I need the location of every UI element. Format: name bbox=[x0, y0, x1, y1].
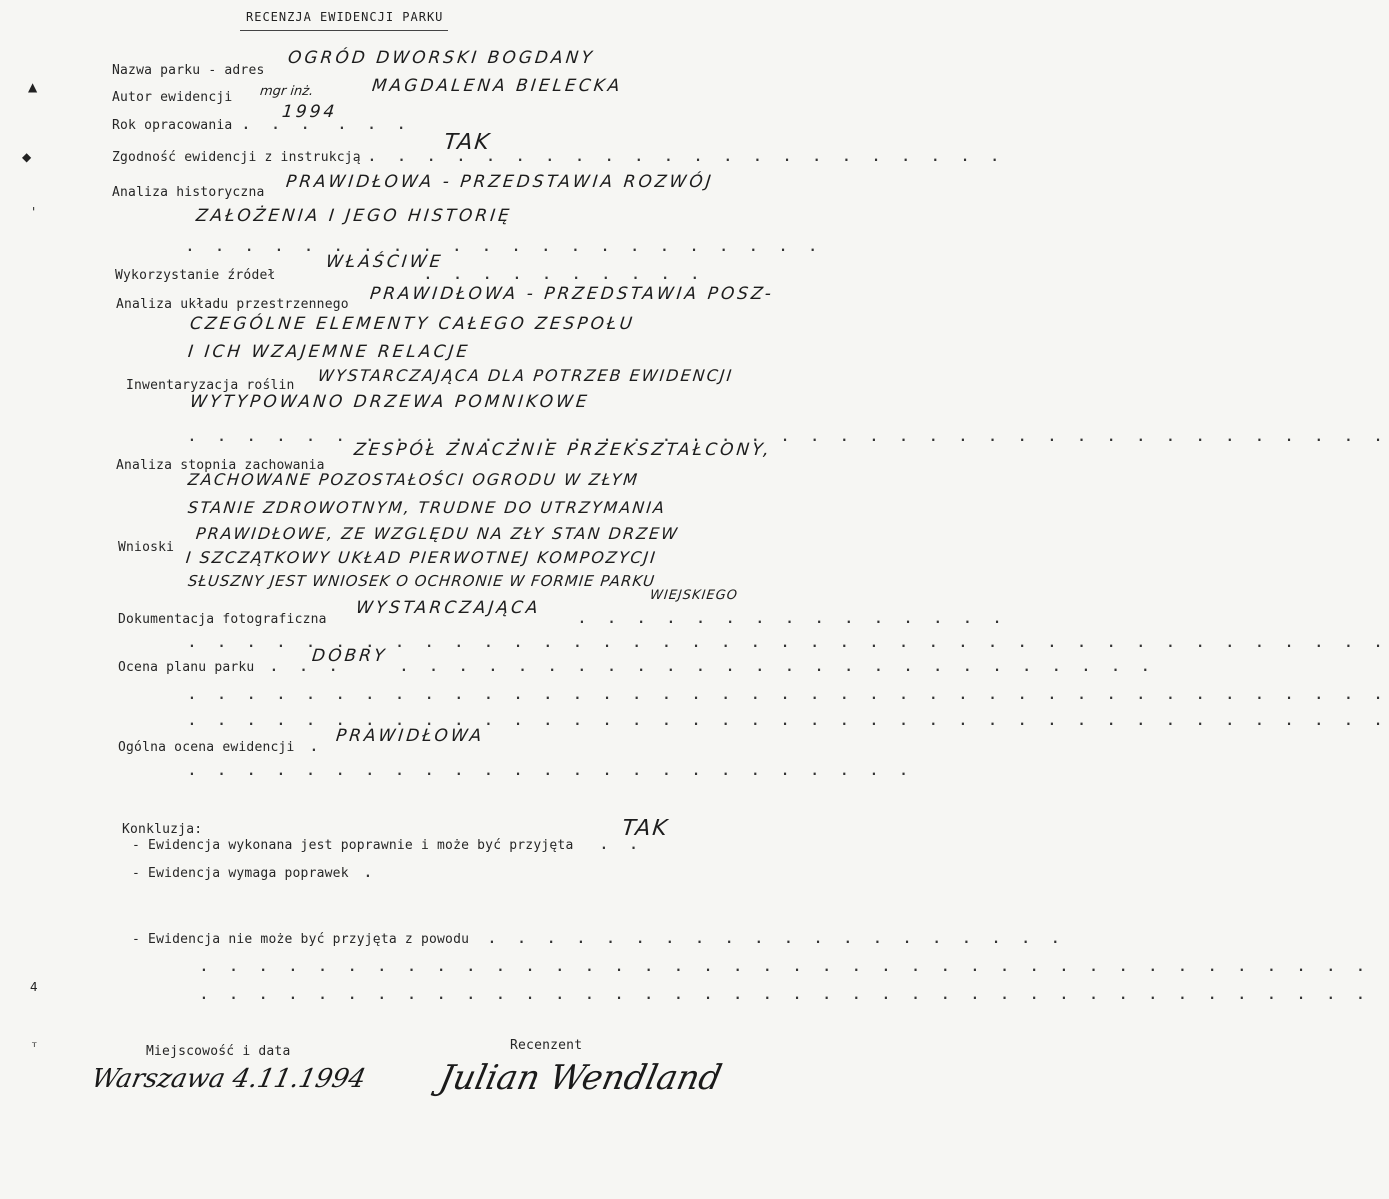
place-date-value: Warszawa 4.11.1994 bbox=[88, 1064, 369, 1094]
reviewer-signature: Julian Wendland bbox=[435, 1058, 726, 1098]
dotted-line: . . . . . . . . . . bbox=[424, 268, 706, 283]
plant-inventory-line-1: WYSTARCZAJĄCA DLA POTRZEB EWIDENCJI bbox=[317, 366, 735, 385]
plan-rating-value: DOBRY bbox=[310, 646, 389, 666]
conclusion-option-corrections: - Ewidencja wymaga poprawek bbox=[132, 866, 349, 881]
preservation-line-1: ZESPÓŁ ZNACZNIE PRZEKSZTAŁCONY, bbox=[352, 440, 773, 460]
dotted-line: . . . . . . . . . . . . . . . . . . . . . . bbox=[368, 150, 1006, 165]
dotted-line: . . . . . . . . . . . . . . . . . . . . . . . . . . bbox=[400, 660, 1157, 675]
conclusions-line-2: I SZCZĄTKOWY UKŁAD PIERWOTNEJ KOMPOZYCJI bbox=[185, 548, 658, 567]
park-name-value: OGRÓD DWORSKI BOGDANY bbox=[286, 48, 596, 68]
conclusion-option-accepted: - Ewidencja wykonana jest poprawnie i może być przyjęta bbox=[132, 838, 574, 853]
dotted-line: . . . . . . . . . . . . . . . . . . . . . . . . . . . . . . . . . . . . . . . . . bbox=[188, 430, 1389, 445]
reviewer-label: Recenzent bbox=[510, 1038, 583, 1053]
historical-analysis-label: Analiza historyczna bbox=[112, 185, 265, 200]
preservation-line-2: ZACHOWANE POZOSTAŁOŚCI OGRODU W ZŁYM bbox=[187, 470, 640, 489]
dotted-line: . bbox=[364, 866, 379, 881]
margin-mark: ▲ bbox=[28, 80, 38, 94]
photo-documentation-label: Dokumentacja fotograficzna bbox=[118, 612, 327, 627]
year-label: Rok opracowania bbox=[112, 118, 233, 133]
dotted-line: . . . . . . . . . . . . . . . . . . . . . . . . . . . . . . . . . . . . . . . . . bbox=[188, 688, 1389, 703]
year-value: 1994 bbox=[280, 102, 339, 122]
dotted-line: . . . . . . . . . . . . . . . . . . . . . . . . . . . . . . . . . . . . . . . . bbox=[200, 988, 1372, 1003]
margin-mark: ◆ bbox=[22, 150, 32, 164]
spatial-analysis-line-1: PRAWIDŁOWA - PRZEDSTAWIA POSZ- bbox=[368, 284, 776, 304]
conclusion-heading: Konkluzja: bbox=[122, 822, 203, 837]
plant-inventory-line-2: WYTYPOWANO DRZEWA POMNIKOWE bbox=[188, 392, 591, 412]
dotted-line: . . . . . . . . . . . . . . . . . . . . . . . . . bbox=[188, 764, 915, 779]
dotted-line: . . . . . . . . . . . . . . . . . . . . . . bbox=[186, 240, 824, 255]
plant-inventory-label: Inwentaryzacja roślin bbox=[126, 378, 295, 393]
dotted-line: . . . bbox=[338, 118, 413, 133]
overall-rating-label: Ogólna ocena ewidencji bbox=[118, 740, 295, 755]
plan-rating-label: Ocena planu parku bbox=[118, 660, 255, 675]
margin-mark: 4 bbox=[30, 980, 38, 994]
dotted-line: . bbox=[310, 740, 325, 755]
dotted-line: . . . bbox=[270, 660, 345, 675]
spatial-analysis-label: Analiza układu przestrzennego bbox=[116, 297, 349, 312]
historical-analysis-line-1: PRAWIDŁOWA - PRZEDSTAWIA ROZWÓJ bbox=[284, 172, 715, 192]
author-label: Autor ewidencji bbox=[112, 90, 233, 105]
park-name-label: Nazwa parku - adres bbox=[112, 63, 265, 78]
conclusions-line-1: PRAWIDŁOWE, ZE WZGLĘDU NA ZŁY STAN DRZEW bbox=[195, 524, 681, 543]
dotted-line: . . . . . . . . . . . . . . . . . . . . . . . . . . . . . . . . . . . . . . . . . bbox=[188, 636, 1389, 651]
photo-documentation-value: WYSTARCZAJĄCA bbox=[354, 598, 542, 618]
title-underline bbox=[240, 30, 448, 31]
dotted-line: . . . . . . . . . . . . . . . bbox=[578, 612, 1008, 627]
dotted-line: . . bbox=[600, 838, 645, 853]
place-date-label: Miejscowość i data bbox=[146, 1044, 291, 1059]
dotted-line: . . . . . . . . . . . . . . . . . . . . bbox=[488, 932, 1067, 947]
conclusion-accepted-value: TAK bbox=[620, 816, 671, 841]
spatial-analysis-line-3: I ICH WZAJEMNE RELACJE bbox=[186, 342, 472, 362]
spatial-analysis-line-2: CZEGÓLNE ELEMENTY CAŁEGO ZESPOŁU bbox=[188, 314, 637, 334]
margin-mark: ᵀ bbox=[32, 1040, 37, 1054]
sources-label: Wykorzystanie źródeł bbox=[115, 268, 276, 283]
compliance-label: Zgodność ewidencji z instrukcją bbox=[112, 150, 361, 165]
dotted-line: . . . . . . . . . . . . . . . . . . . . . . . . . . . . . . . . . . . . . . . . bbox=[200, 960, 1372, 975]
preservation-analysis-label: Analiza stopnia zachowania bbox=[116, 458, 325, 473]
conclusion-option-rejected: - Ewidencja nie może być przyjęta z powodu bbox=[132, 932, 470, 947]
sources-value: WŁAŚCIWE bbox=[324, 252, 445, 272]
dotted-line: . . . . . . . . . . . . . . . . . . . . . . . . . . . . . . . . . . . . . . . . . bbox=[188, 714, 1389, 729]
overall-rating-value: PRAWIDŁOWA bbox=[334, 726, 486, 746]
author-value: MAGDALENA BIELECKA bbox=[370, 76, 624, 96]
margin-mark: ' bbox=[32, 205, 36, 219]
author-prefix: mgr inż. bbox=[259, 84, 314, 99]
compliance-value: TAK bbox=[442, 130, 493, 155]
conclusions-line-3: SŁUSZNY JEST WNIOSEK O OCHRONIE W FORMIE PARKU bbox=[187, 572, 656, 590]
form-title: RECENZJA EWIDENCJI PARKU bbox=[246, 10, 444, 24]
conclusions-line-4: WIEJSKIEGO bbox=[649, 588, 739, 603]
preservation-line-3: STANIE ZDROWOTNYM, TRUDNE DO UTRZYMANIA bbox=[187, 498, 667, 517]
historical-analysis-line-2: ZAŁOŻENIA I JEGO HISTORIĘ bbox=[194, 206, 513, 226]
dotted-line: . . . bbox=[242, 118, 317, 133]
conclusions-label: Wnioski bbox=[118, 540, 175, 555]
